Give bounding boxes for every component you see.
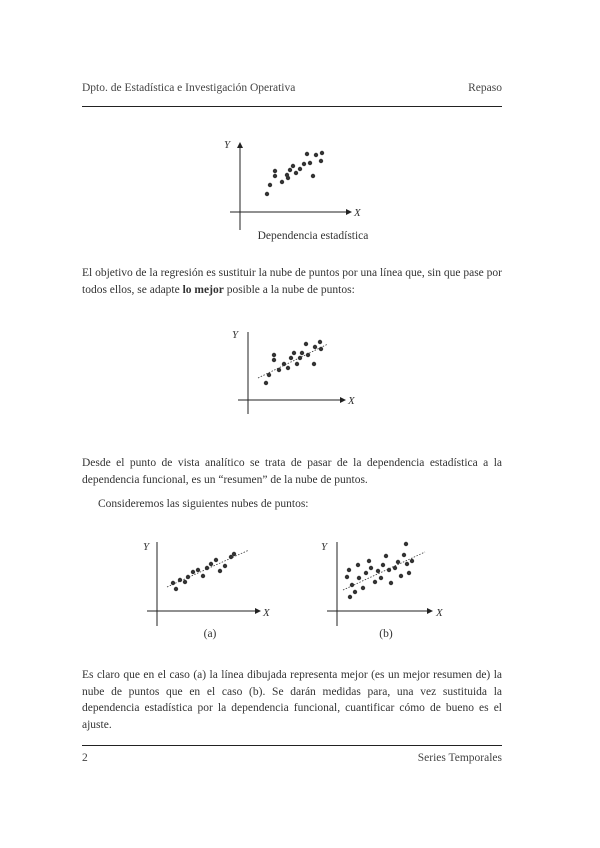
header-left: Dpto. de Estadística e Investigación Operativa	[82, 82, 296, 94]
paragraph-2: Desde el punto de vista analítico se trata de pasar de la dependencia estadística a la dependencia funcional, es un “resumen” de la nube de puntos.	[82, 457, 502, 486]
figure-3b-caption: (b)	[379, 628, 393, 640]
header-rule	[82, 106, 502, 107]
paragraph-1-bold: lo mejor	[182, 283, 224, 296]
footer-right: Series Temporales	[417, 752, 502, 764]
paragraph-4: Es claro que en el caso (a) la línea dibujada representa mejor (es un mejor resumen de) la nube de puntos que en el caso (b). Se darán medidas para, una vez sustituida la dependencia estadística por la dependencia funcional, cuantificar cómo de bueno es el ajuste.	[82, 669, 502, 731]
paragraph-3: Consideremos las siguientes nubes de puntos:	[98, 498, 309, 510]
figure-3a-caption: (a)	[203, 628, 217, 640]
figure-2-scatter	[232, 328, 376, 418]
figure-3a-scatter	[145, 540, 275, 630]
paragraph-1-text-b: posible a la nube de puntos:	[223, 283, 355, 296]
figure-2-y-label: Y	[232, 329, 239, 341]
figure-1-caption: Dependencia estadística	[257, 230, 369, 242]
figure-1-x-label: X	[354, 207, 361, 219]
footer-rule	[82, 745, 502, 746]
figure-3b-scatter	[321, 540, 455, 630]
figure-1-scatter	[224, 138, 368, 228]
figure-2-x-label: X	[348, 395, 355, 407]
page-footer	[82, 752, 502, 764]
figure-1-y-label: Y	[224, 139, 231, 151]
figure-3a-x-label: X	[263, 607, 270, 619]
page-header	[82, 82, 502, 94]
header-right: Repaso	[468, 82, 502, 94]
paragraph-1-text-a: El objetivo de la regresión es sustituir la nube de puntos por una línea que, sin que pase por todos ellos, se adapte	[82, 267, 502, 296]
paragraph-1	[82, 265, 502, 298]
figure-3b-x-label: X	[436, 607, 443, 619]
figure-3a-y-label: Y	[143, 541, 150, 553]
figure-3b-y-label: Y	[321, 541, 328, 553]
page-number: 2	[82, 752, 88, 764]
